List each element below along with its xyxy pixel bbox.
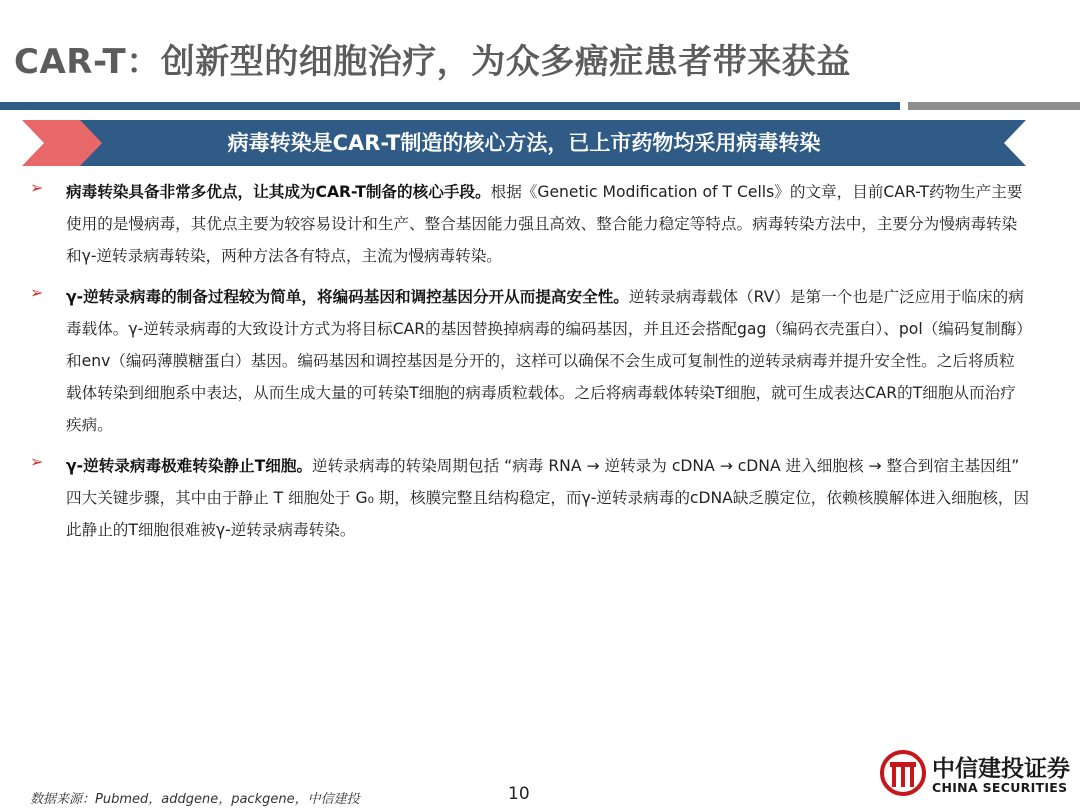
bullet-item: [30, 281, 1030, 441]
bullet-item: [30, 176, 1030, 272]
header-rule-gray: [908, 102, 1080, 110]
citic-logo-icon: [880, 750, 926, 796]
arrow-bullet-icon: ➢: [30, 283, 44, 302]
logo-name-en: CHINA SECURITIES: [932, 780, 1068, 795]
header-rule-blue: [0, 102, 900, 110]
arrow-bullet-icon: ➢: [30, 452, 44, 471]
bullet-list: [30, 176, 1030, 555]
page-title: CAR-T：创新型的细胞治疗，为众多癌症患者带来获益: [14, 42, 851, 82]
data-source-note: 数据来源：Pubmed，addgene，packgene，中信建投: [30, 792, 360, 807]
arrow-bullet-icon: ➢: [30, 178, 44, 197]
section-banner: [22, 120, 1026, 166]
logo-name-cn: 中信建投证券: [932, 755, 1070, 782]
company-logo: [880, 748, 1080, 802]
bullet-detail: 逆转录病毒载体（RV）是第一个也是广泛应用于临床的病毒载体。γ-逆转录病毒的大致设计方式为将目标CAR的基因替换掉病毒的编码基因，并且还会搭配gag（编码衣壳蛋白）、pol（编码复制酶）和env（编码薄膜糖蛋白）基因。编码基因和调控基因是分开的，这样可以确保不会生成可复制性的逆转录病毒并提升安全性。之后将质粒载体转染到细胞系中表达，从而生成大量的可转染T细胞的病毒质粒载体。之后将病毒载体转染T细胞，就可生成表达CAR的T细胞从而治疗疾病。: [66, 288, 1025, 434]
bullet-text: [66, 281, 1030, 441]
bullet-lead: 病毒转染具备非常多优点，让其成为CAR-T制备的核心手段。: [66, 183, 491, 201]
bullet-text: [66, 450, 1030, 546]
bullet-lead: γ-逆转录病毒的制备过程较为简单，将编码基因和调控基因分开从而提高安全性。: [66, 288, 629, 306]
banner-title: 病毒转染是CAR-T制造的核心方法，已上市药物均采用病毒转染: [227, 131, 821, 155]
bullet-item: [30, 450, 1030, 546]
bullet-detail: 根据《Genetic Modification of T Cells》的文章，目前CAR-T药物生产主要使用的是慢病毒，其优点主要为较容易设计和生产、整合基因能力强且高效、整合能力稳定等特点。病毒转染方法中，主要分为慢病毒转染和γ-逆转录病毒转染，两种方法各有特点，主流为慢病毒转染。: [66, 183, 1023, 265]
bullet-detail: 逆转录病毒的转染周期包括 “病毒 RNA → 逆转录为 cDNA → cDNA 进入细胞核 → 整合到宿主基因组” 四大关键步骤，其中由于静止 T 细胞处于 G₀ 期，核膜完整且结构稳定，而γ-逆转录病毒的cDNA缺乏膜定位，依赖核膜解体进入细胞核，因此静止的T细胞很难被γ-逆转录病毒转染。: [66, 457, 1030, 539]
bullet-text: [66, 176, 1030, 272]
bullet-lead: γ-逆转录病毒极难转染静止T细胞。: [66, 457, 313, 475]
page-number: 10: [508, 784, 530, 804]
